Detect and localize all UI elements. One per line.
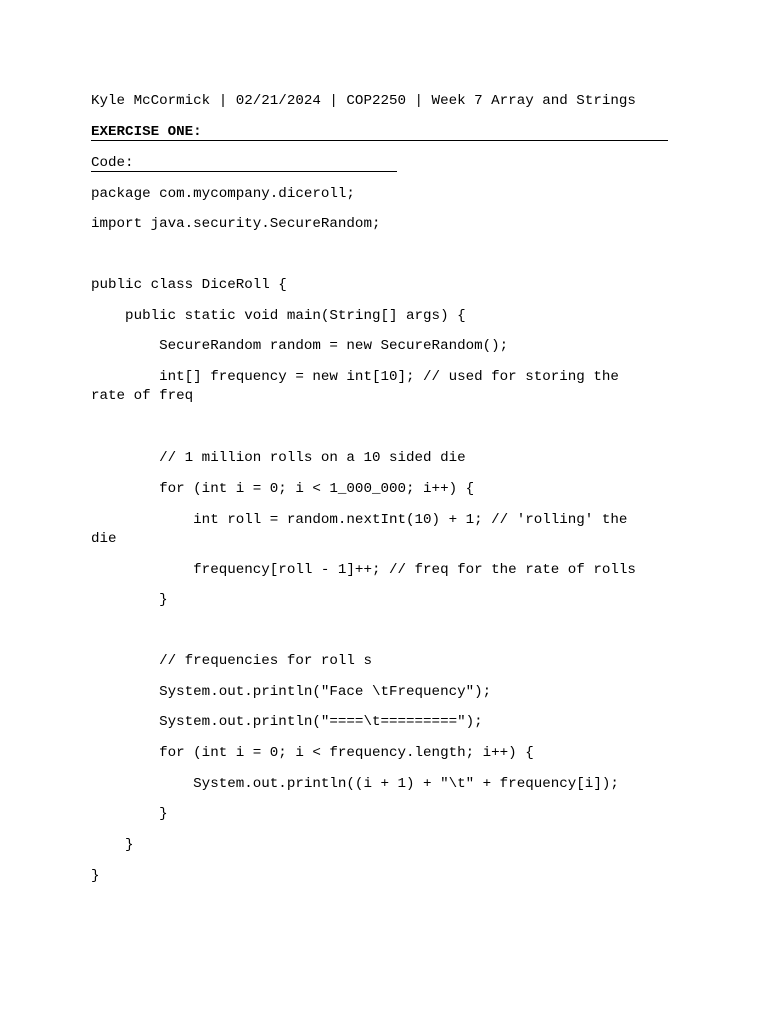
code-line: System.out.println((i + 1) + "\t" + frequency[i]); (91, 776, 619, 792)
code-line: import java.security.SecureRandom; (91, 216, 381, 232)
exercise-heading-underline (91, 140, 668, 141)
code-line: } (91, 837, 134, 853)
code-line: public static void main(String[] args) { (91, 308, 466, 324)
code-line: System.out.println("Face \tFrequency"); (91, 684, 492, 700)
code-line: frequency[roll - 1]++; // freq for the rate of rolls (91, 562, 636, 578)
code-line: for (int i = 0; i < frequency.length; i++) { (91, 745, 534, 761)
code-line: for (int i = 0; i < 1_000_000; i++) { (91, 481, 475, 497)
code-line: public class DiceRoll { (91, 277, 287, 293)
document-header: Kyle McCormick | 02/21/2024 | COP2250 | Week 7 Array and Strings (91, 93, 636, 109)
code-line: } (91, 592, 168, 608)
code-line: die (91, 531, 117, 547)
code-line: int[] frequency = new int[10]; // used for storing the (91, 369, 619, 385)
code-label: Code: (91, 155, 134, 171)
code-line: package com.mycompany.diceroll; (91, 186, 355, 202)
code-line: System.out.println("====\t========="); (91, 714, 483, 730)
code-line: int roll = random.nextInt(10) + 1; // 'rolling' the (91, 512, 628, 528)
code-label-underline (91, 171, 397, 172)
code-line: } (91, 868, 100, 884)
code-line: // 1 million rolls on a 10 sided die (91, 450, 466, 466)
code-line: rate of freq (91, 388, 194, 404)
code-line: SecureRandom random = new SecureRandom(); (91, 338, 509, 354)
exercise-heading: EXERCISE ONE: (91, 124, 202, 140)
code-line: } (91, 806, 168, 822)
code-line: // frequencies for roll s (91, 653, 372, 669)
